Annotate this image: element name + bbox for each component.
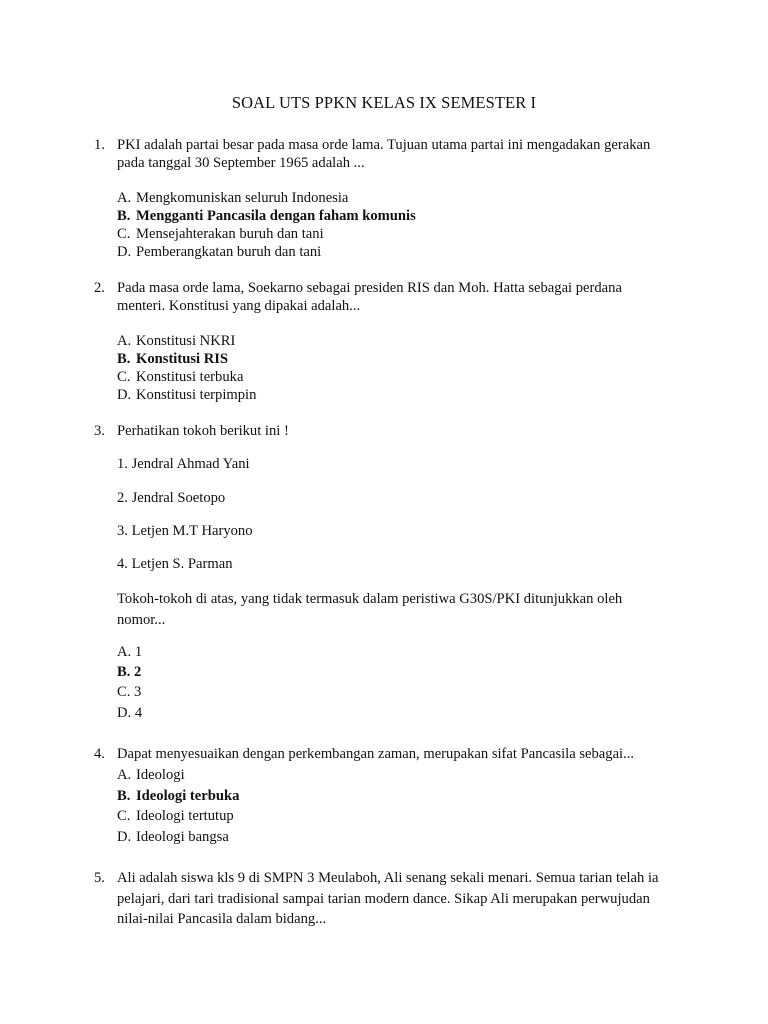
question-3-item-2: 2. Jendral Soetopo	[117, 490, 226, 506]
question-4-option-d-letter: D.	[117, 829, 132, 845]
question-4-option-a-letter: A.	[117, 767, 132, 783]
question-2-text-line-2: menteri. Konstitusi yang dipakai adalah...	[117, 298, 361, 314]
question-1-option-a-letter: A.	[117, 190, 132, 206]
question-5-text-line-1: Ali adalah siswa kls 9 di SMPN 3 Meulaboh, Ali senang sekali menari. Semua tarian telah ia	[117, 870, 659, 886]
question-2-option-d-letter: D.	[117, 387, 132, 403]
question-1-option-d-letter: D.	[117, 244, 132, 260]
question-1-option-a-text: Mengkomuniskan seluruh Indonesia	[136, 190, 349, 206]
question-2-option-d-text: Konstitusi terpimpin	[136, 387, 257, 403]
question-2-text-line-1: Pada masa orde lama, Soekarno sebagai presiden RIS dan Moh. Hatta sebagai perdana	[117, 280, 622, 296]
question-2-option-a-letter: A.	[117, 333, 132, 349]
question-2-option-b-text: Konstitusi RIS	[136, 351, 229, 367]
question-3-prompt-line-1: Tokoh-tokoh di atas, yang tidak termasuk dalam peristiwa G30S/PKI ditunjukkan oleh	[117, 591, 623, 607]
question-4-text-line-1: Dapat menyesuaikan dengan perkembangan zaman, merupakan sifat Pancasila sebagai...	[117, 746, 635, 762]
question-3-option-c: C. 3	[117, 684, 142, 700]
question-1-option-b-letter: B.	[117, 208, 131, 224]
question-4-option-b-letter: B.	[117, 788, 131, 804]
question-4-option-b-text: Ideologi terbuka	[136, 788, 240, 804]
question-1-option-d-text: Pemberangkatan buruh dan tani	[136, 244, 322, 260]
question-1-option-c-text: Mensejahterakan buruh dan tani	[136, 226, 324, 242]
page-title: SOAL UTS PPKN KELAS IX SEMESTER I	[231, 93, 537, 112]
question-2-number: 2.	[94, 280, 105, 296]
question-2-option-c-text: Konstitusi terbuka	[136, 369, 244, 385]
question-3-text-line-1: Perhatikan tokoh berikut ini !	[117, 423, 289, 439]
question-4-option-c-letter: C.	[117, 808, 131, 824]
question-4-option-d-text: Ideologi bangsa	[136, 829, 229, 845]
question-2-option-b-letter: B.	[117, 351, 131, 367]
question-2-option-a-text: Konstitusi NKRI	[136, 333, 236, 349]
question-3-item-3: 3. Letjen M.T Haryono	[117, 523, 253, 539]
question-3-option-a: A. 1	[117, 644, 143, 660]
question-2-option-c-letter: C.	[117, 369, 131, 385]
question-4-option-a-text: Ideologi	[136, 767, 185, 783]
question-1-text-line-1: PKI adalah partai besar pada masa orde lama. Tujuan utama partai ini mengadakan gerakan	[117, 137, 651, 153]
question-3-item-1: 1. Jendral Ahmad Yani	[117, 456, 250, 472]
question-4-number: 4.	[94, 746, 105, 762]
question-3-prompt-line-2: nomor...	[117, 612, 166, 628]
question-3-option-d: D. 4	[117, 705, 143, 721]
question-5-text-line-3: nilai-nilai Pancasila dalam bidang...	[117, 911, 327, 927]
question-3-option-b: B. 2	[117, 664, 142, 680]
question-5-number: 5.	[94, 870, 105, 886]
question-1-text-line-2: pada tanggal 30 September 1965 adalah ...	[117, 155, 365, 171]
question-1-number: 1.	[94, 137, 105, 153]
question-1-option-b-text: Mengganti Pancasila dengan faham komunis	[136, 208, 416, 224]
question-3-item-4: 4. Letjen S. Parman	[117, 556, 233, 572]
question-1-option-c-letter: C.	[117, 226, 131, 242]
question-3-number: 3.	[94, 423, 105, 439]
question-5-text-line-2: pelajari, dari tari tradisional sampai tarian modern dance. Sikap Ali merupakan perwujudan	[117, 891, 650, 907]
question-4-option-c-text: Ideologi tertutup	[136, 808, 234, 824]
